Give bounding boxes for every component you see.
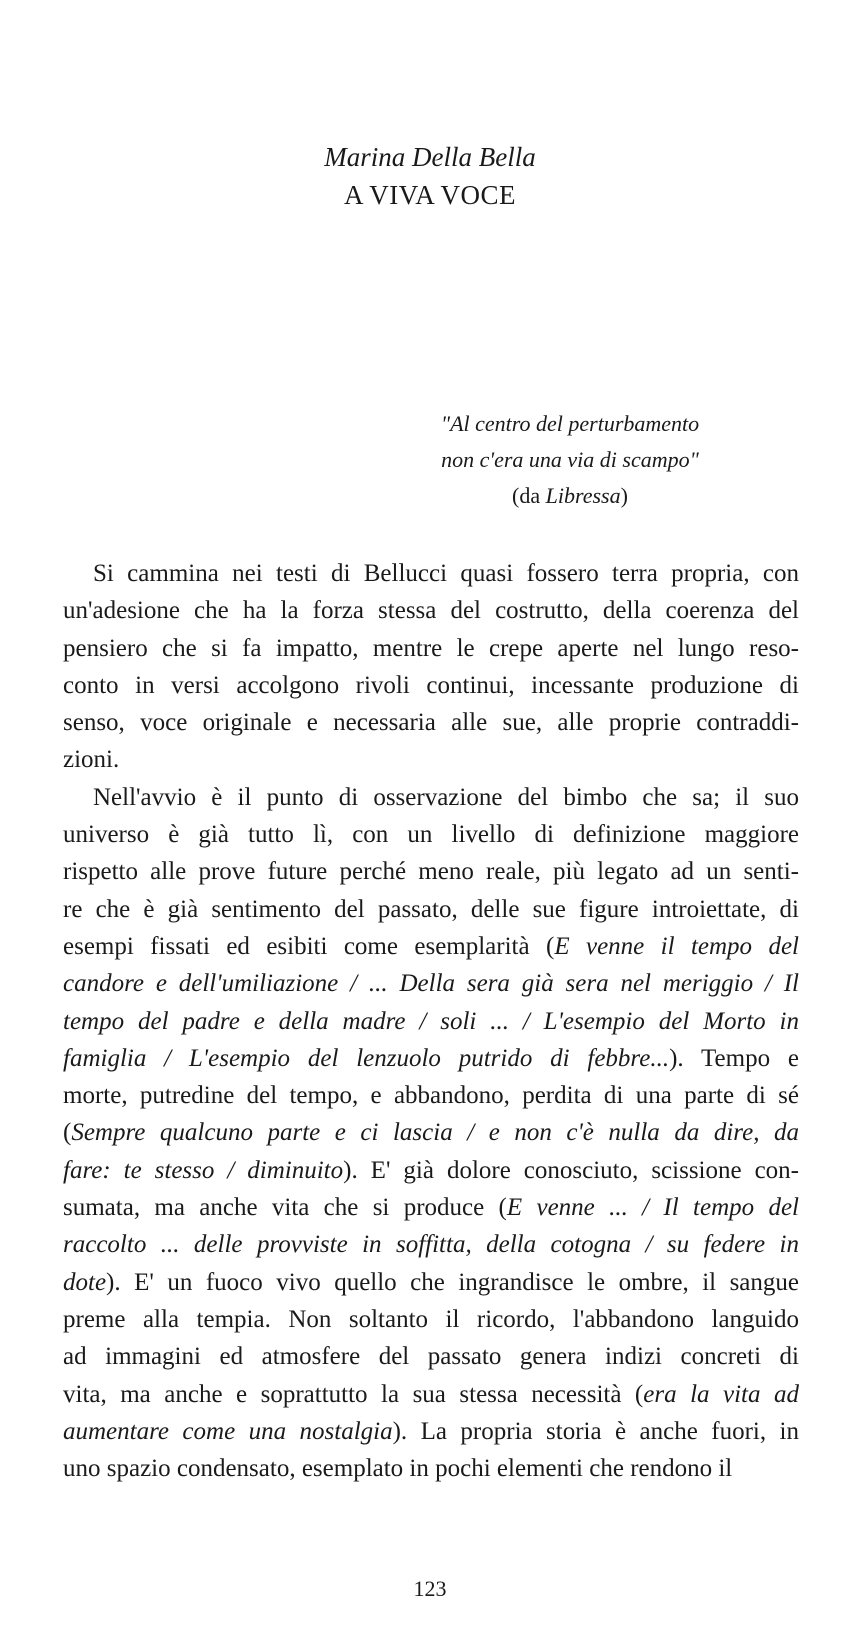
text-run: un'adesione che ha la forza stessa del costrutto, della coerenza del bbox=[63, 597, 799, 625]
italic-text: raccolto ... delle provviste in soffitta, della cotogna / su federe in bbox=[63, 1231, 799, 1259]
text-run: sumata, ma anche vita che si produce ( bbox=[63, 1194, 507, 1222]
epigraph-source bbox=[400, 478, 740, 514]
body-line bbox=[63, 1114, 799, 1151]
body-line bbox=[63, 779, 799, 816]
text-run: re che è già sentimento del passato, delle sue figure introiettate, di bbox=[63, 895, 799, 923]
italic-text: Sempre qualcuno parte e ci lascia / e non c'è nulla da dire, da bbox=[71, 1119, 799, 1147]
text-run: morte, putredine del tempo, e abbandono, perdita di una parte di sé bbox=[63, 1082, 799, 1110]
text-run: universo è già tutto lì, con un livello di definizione maggiore bbox=[63, 821, 799, 849]
body-line bbox=[63, 630, 799, 667]
epigraph-source-prefix: (da bbox=[512, 483, 546, 508]
epigraph-source-suffix: ) bbox=[620, 483, 628, 508]
italic-text: era la vita ad bbox=[643, 1380, 799, 1408]
body-line bbox=[63, 853, 799, 890]
text-run: Si cammina nei testi di Bellucci quasi fossero terra propria, con bbox=[93, 560, 799, 587]
italic-text: E venne il tempo del bbox=[554, 932, 799, 960]
page-number: 123 bbox=[413, 1576, 447, 1601]
body-line bbox=[63, 667, 799, 704]
essay-title: A VIVA VOCE bbox=[343, 180, 517, 210]
text-run: conto in versi accolgono rivoli continui, incessante produzione di bbox=[63, 671, 799, 699]
body-line bbox=[63, 1189, 799, 1226]
italic-text: candore e dell'umiliazione / ... Della sera già sera nel meriggio / Il bbox=[63, 970, 799, 998]
body-line bbox=[63, 1264, 799, 1301]
body-line bbox=[63, 928, 799, 965]
italic-text: tempo del padre e della madre / soli ... / L'esempio del Morto in bbox=[63, 1007, 799, 1035]
text-run: Nell'avvio è il punto di osservazione del bimbo che sa; il suo bbox=[93, 783, 799, 811]
body-line bbox=[63, 1450, 799, 1487]
body-line bbox=[63, 1040, 799, 1077]
body-line bbox=[63, 965, 799, 1002]
body-line bbox=[63, 592, 799, 629]
italic-text: dote bbox=[63, 1268, 107, 1296]
body-line bbox=[63, 1413, 799, 1450]
epigraph-source-title: Libressa bbox=[545, 483, 621, 508]
body-line bbox=[63, 1077, 799, 1114]
epigraph-line-2: non c'era una via di scampo" bbox=[441, 447, 699, 472]
italic-text: famiglia / L'esempio del lenzuolo putrido di febbre... bbox=[63, 1044, 670, 1072]
body-line bbox=[63, 704, 799, 741]
body-line bbox=[63, 891, 799, 928]
text-run: ). Tempo e bbox=[669, 1044, 799, 1072]
italic-text: aumentare come una nostalgia bbox=[63, 1417, 393, 1445]
epigraph bbox=[400, 406, 740, 514]
text-run: zioni. bbox=[63, 746, 120, 774]
text-run: ( bbox=[63, 1119, 72, 1147]
text-run: ). La propria storia è anche fuori, in bbox=[392, 1417, 799, 1445]
text-run: vita, ma anche e soprattutto la sua stessa necessità ( bbox=[63, 1380, 644, 1408]
body-line bbox=[63, 1003, 799, 1040]
text-run: ). E' un fuoco vivo quello che ingrandisce le ombre, il sangue bbox=[106, 1268, 799, 1296]
author-name: Marina Della Bella bbox=[324, 142, 536, 172]
italic-text: E venne ... / Il tempo del bbox=[506, 1194, 799, 1222]
body-line bbox=[63, 816, 799, 853]
text-run: ). E' già dolore conosciuto, scissione con- bbox=[343, 1156, 799, 1184]
body-line bbox=[63, 555, 799, 592]
body-line bbox=[63, 1152, 799, 1189]
text-run: preme alla tempia. Non soltanto il ricordo, l'abbandono languido bbox=[63, 1305, 799, 1333]
text-run: ad immagini ed atmosfere del passato genera indizi concreti di bbox=[63, 1343, 799, 1371]
italic-text: fare: te stesso / diminuito bbox=[63, 1156, 344, 1184]
body-line bbox=[63, 1301, 799, 1338]
body-text bbox=[63, 555, 799, 1487]
text-run: pensiero che si fa impatto, mentre le crepe aperte nel lungo reso- bbox=[63, 634, 799, 662]
body-line bbox=[63, 1376, 799, 1413]
epigraph-line-1: "Al centro del perturbamento bbox=[440, 411, 700, 436]
text-run: uno spazio condensato, esemplato in pochi elementi che rendono il bbox=[63, 1455, 733, 1483]
body-line bbox=[63, 741, 799, 778]
body-line bbox=[63, 1338, 799, 1375]
text-run: rispetto alle prove future perché meno reale, più legato ad un senti- bbox=[63, 858, 799, 886]
body-line bbox=[63, 1226, 799, 1263]
text-run: esempi fissati ed esibiti come esemplarità ( bbox=[63, 932, 555, 960]
text-run: senso, voce originale e necessaria alle sue, alle proprie contraddi- bbox=[63, 709, 799, 737]
